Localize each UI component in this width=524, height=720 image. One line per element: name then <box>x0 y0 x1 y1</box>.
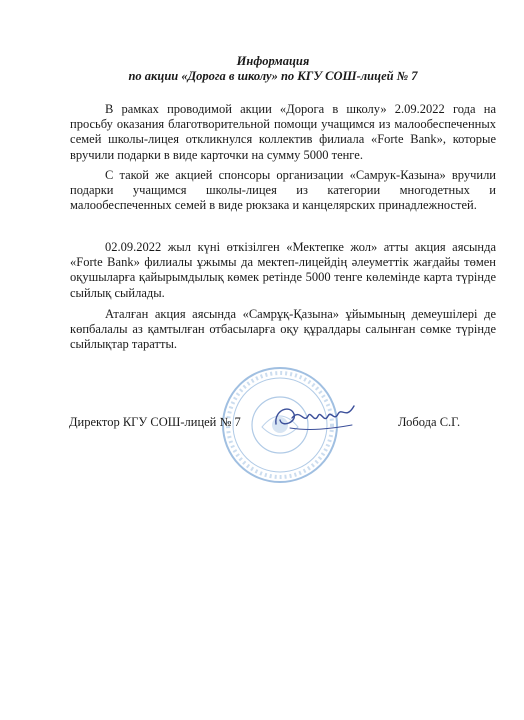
paragraph-1: В рамках проводимой акции «Дорога в школу» 2.09.2022 года на просьбу оказания благотворительной помощи учащимся из малообеспеченных семей школы-лицея откликнулся коллектив филиала «Forte Bank», которые вручили подарки в виде карточки на сумму 5000 тенге. <box>70 102 496 162</box>
signature-label: Директор КГУ СОШ-лицей № 7 <box>69 415 241 429</box>
title-line-1: Информация <box>236 54 310 68</box>
signature-name: Лобода С.Г. <box>398 415 461 429</box>
document-title <box>60 54 486 84</box>
paragraph-2: С такой же акцией спонсоры организации «Самрук-Казына» вручили подарки учащимся школы-лицея из категории многодетных и малообеспеченных семей в виде рюкзака и канцелярских принадлежностей. <box>70 168 496 213</box>
handwritten-signature-icon <box>270 398 360 438</box>
title-line-2: по акции «Дорога в школу» по КГУ СОШ-лицей № 7 <box>128 69 418 83</box>
paragraph-4: Аталған акция аясында «Самрұқ-Қазына» ұйымының демеушілері де көпбалалы аз қамтылған отбасыларға оқу құралдары салынған сөмке түрінде сыйлықтар таратты. <box>70 307 496 352</box>
paragraph-3: 02.09.2022 жыл күні өткізілген «Мектепке жол» атты акция аясында «Forte Bank» филиалы ұжымы да мектеп-лицейдің әлеуметтік жағдайы төмен оқушыларға қайырымдылық көмек ретінде 5000 тенге көлемінде карта түрінде сыйлық сыйлады. <box>70 240 496 300</box>
